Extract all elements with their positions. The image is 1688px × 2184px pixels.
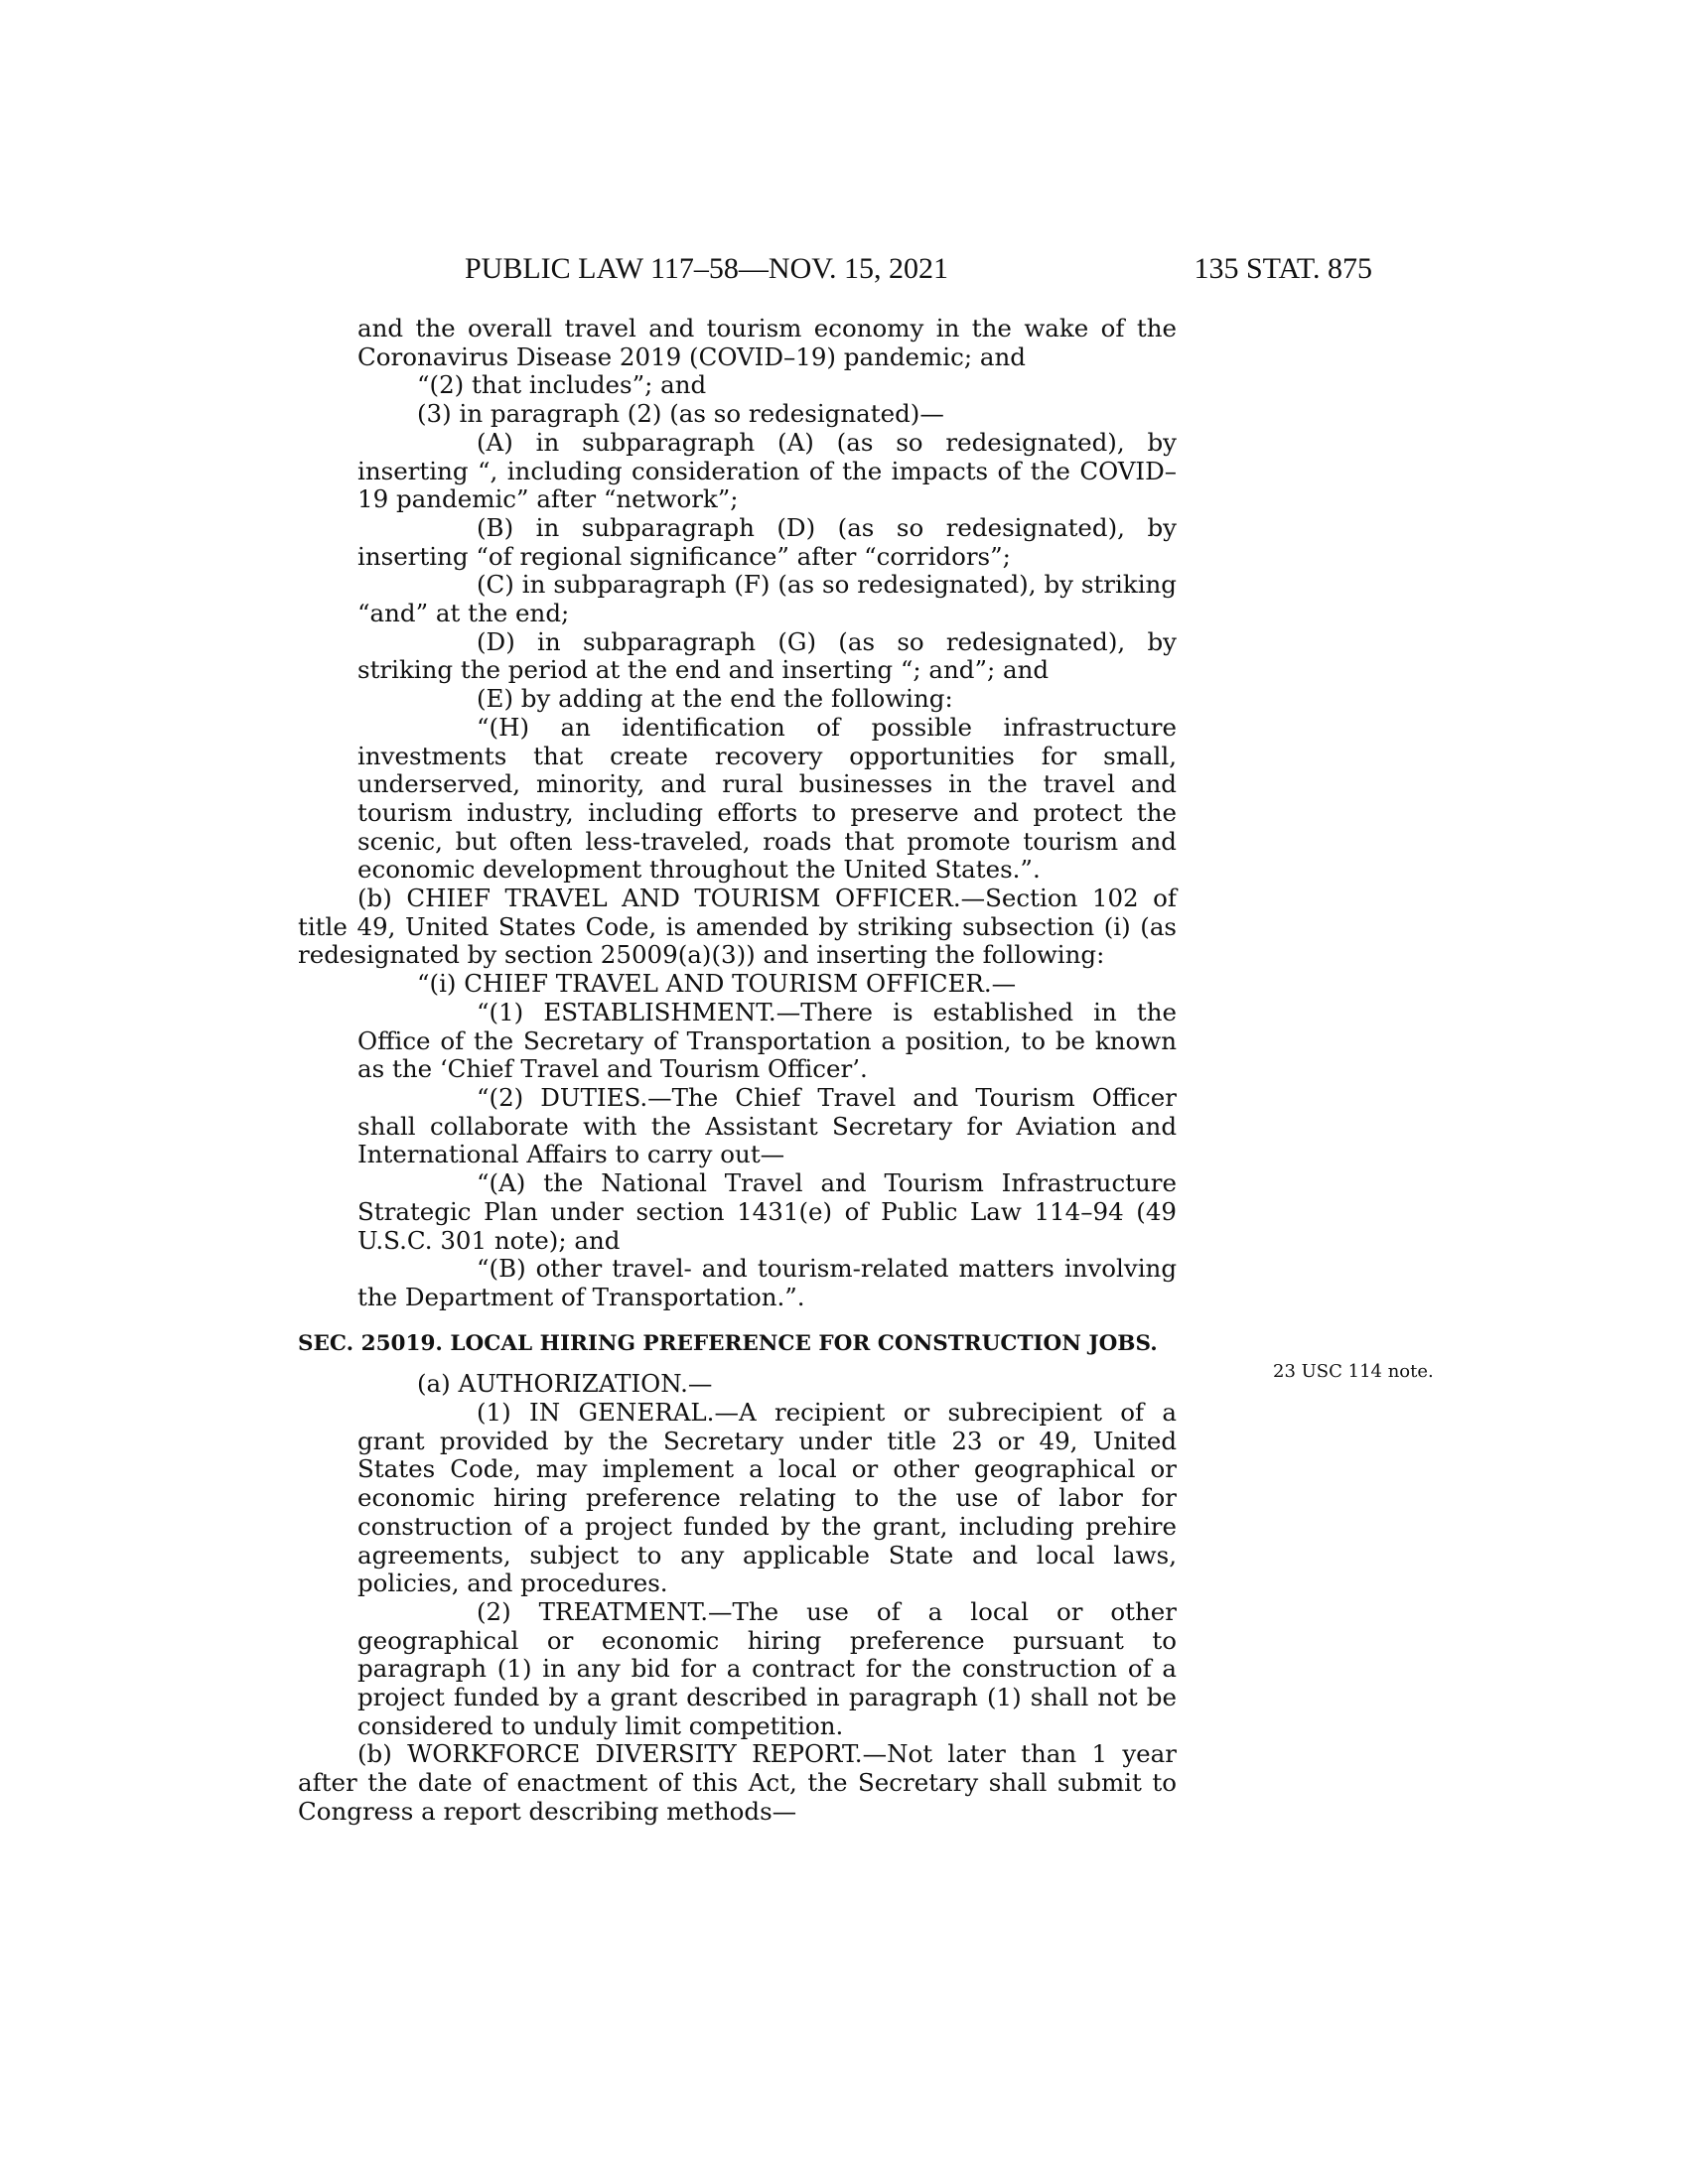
paragraph: (B) in subparagraph (D) (as so redesignated), by inserting “of regional significance” after “corridors”; bbox=[357, 512, 1177, 571]
paragraph: “(1) ESTABLISHMENT.—There is established in the Office of the Secretary of Transportation a position, to be known as the ‘Chief Travel and Tourism Officer’. bbox=[357, 997, 1177, 1084]
paragraph: (E) by adding at the end the following: bbox=[477, 684, 953, 714]
paragraph: “(2) that includes”; and bbox=[417, 370, 707, 400]
paragraph: (3) in paragraph (2) (as so redesignated)— bbox=[417, 399, 944, 429]
statute-page-number: 135 STAT. 875 bbox=[1194, 252, 1372, 285]
paragraph: (A) in subparagraph (A) (as so redesignated), by inserting “, including consideration of the impacts of the COVID–19 pandemic” after “network”; bbox=[357, 427, 1177, 514]
paragraph: “(H) an identification of possible infrastructure investments that create recovery opportunities for small, underserved, minority, and rural businesses in the travel and tourism industry, including efforts to preserve and protect the scenic, but often less-traveled, roads that promote tourism and economic development throughout the United States.”. bbox=[357, 712, 1177, 885]
paragraph: (1) IN GENERAL.—A recipient or subrecipient of a grant provided by the Secretary under title 23 or 49, United States Code, may implement a local or other geographical or economic hiring preference relating to the use of labor for construction of a project funded by the grant, including prehire agreements, subject to any applicable State and local laws, policies, and procedures. bbox=[357, 1398, 1177, 1598]
paragraph: (b) WORKFORCE DIVERSITY REPORT.—Not later than 1 year after the date of enactment of this Act, the Secretary shall submit to Congress a report describing methods— bbox=[298, 1739, 1177, 1826]
paragraph: (2) TREATMENT.—The use of a local or other geographical or economic hiring preference pursuant to paragraph (1) in any bid for a contract for the construction of a project funded by a grant described in paragraph (1) shall not be considered to unduly limit competition. bbox=[357, 1596, 1177, 1740]
margin-note: 23 USC 114 note. bbox=[1273, 1361, 1434, 1382]
document-body bbox=[298, 315, 1177, 1827]
paragraph: “(B) other travel- and tourism-related matters involving the Department of Transportation.”. bbox=[357, 1254, 1177, 1311]
paragraph: (C) in subparagraph (F) (as so redesignated), by striking “and” at the end; bbox=[357, 570, 1177, 628]
paragraph: “(A) the National Travel and Tourism Infrastructure Strategic Plan under section 1431(e) of Public Law 114–94 (49 U.S.C. 301 note); and bbox=[357, 1168, 1177, 1255]
paragraph: “(2) DUTIES.—The Chief Travel and Tourism Officer shall collaborate with the Assistant Secretary for Aviation and International Affairs to carry out— bbox=[357, 1082, 1177, 1169]
paragraph: (b) CHIEF TRAVEL AND TOURISM OFFICER.—Section 102 of title 49, United States Code, is amended by striking subsection (i) (as redesignated by section 25009(a)(3)) and inserting the following: bbox=[298, 884, 1177, 970]
public-law-title: PUBLIC LAW 117–58—NOV. 15, 2021 bbox=[465, 252, 949, 285]
paragraph: “(i) CHIEF TRAVEL AND TOURISM OFFICER.— bbox=[417, 969, 1017, 999]
paragraph: (a) AUTHORIZATION.— bbox=[417, 1369, 713, 1399]
paragraph: (D) in subparagraph (G) (as so redesignated), by striking the period at the end and inserting “; and”; and bbox=[357, 626, 1177, 685]
page-header bbox=[298, 252, 1372, 292]
section-heading: SEC. 25019. LOCAL HIRING PREFERENCE FOR CONSTRUCTION JOBS. bbox=[298, 1330, 1158, 1356]
paragraph: and the overall travel and tourism economy in the wake of the Coronavirus Disease 2019 (COVID–19) pandemic; and bbox=[357, 314, 1177, 371]
